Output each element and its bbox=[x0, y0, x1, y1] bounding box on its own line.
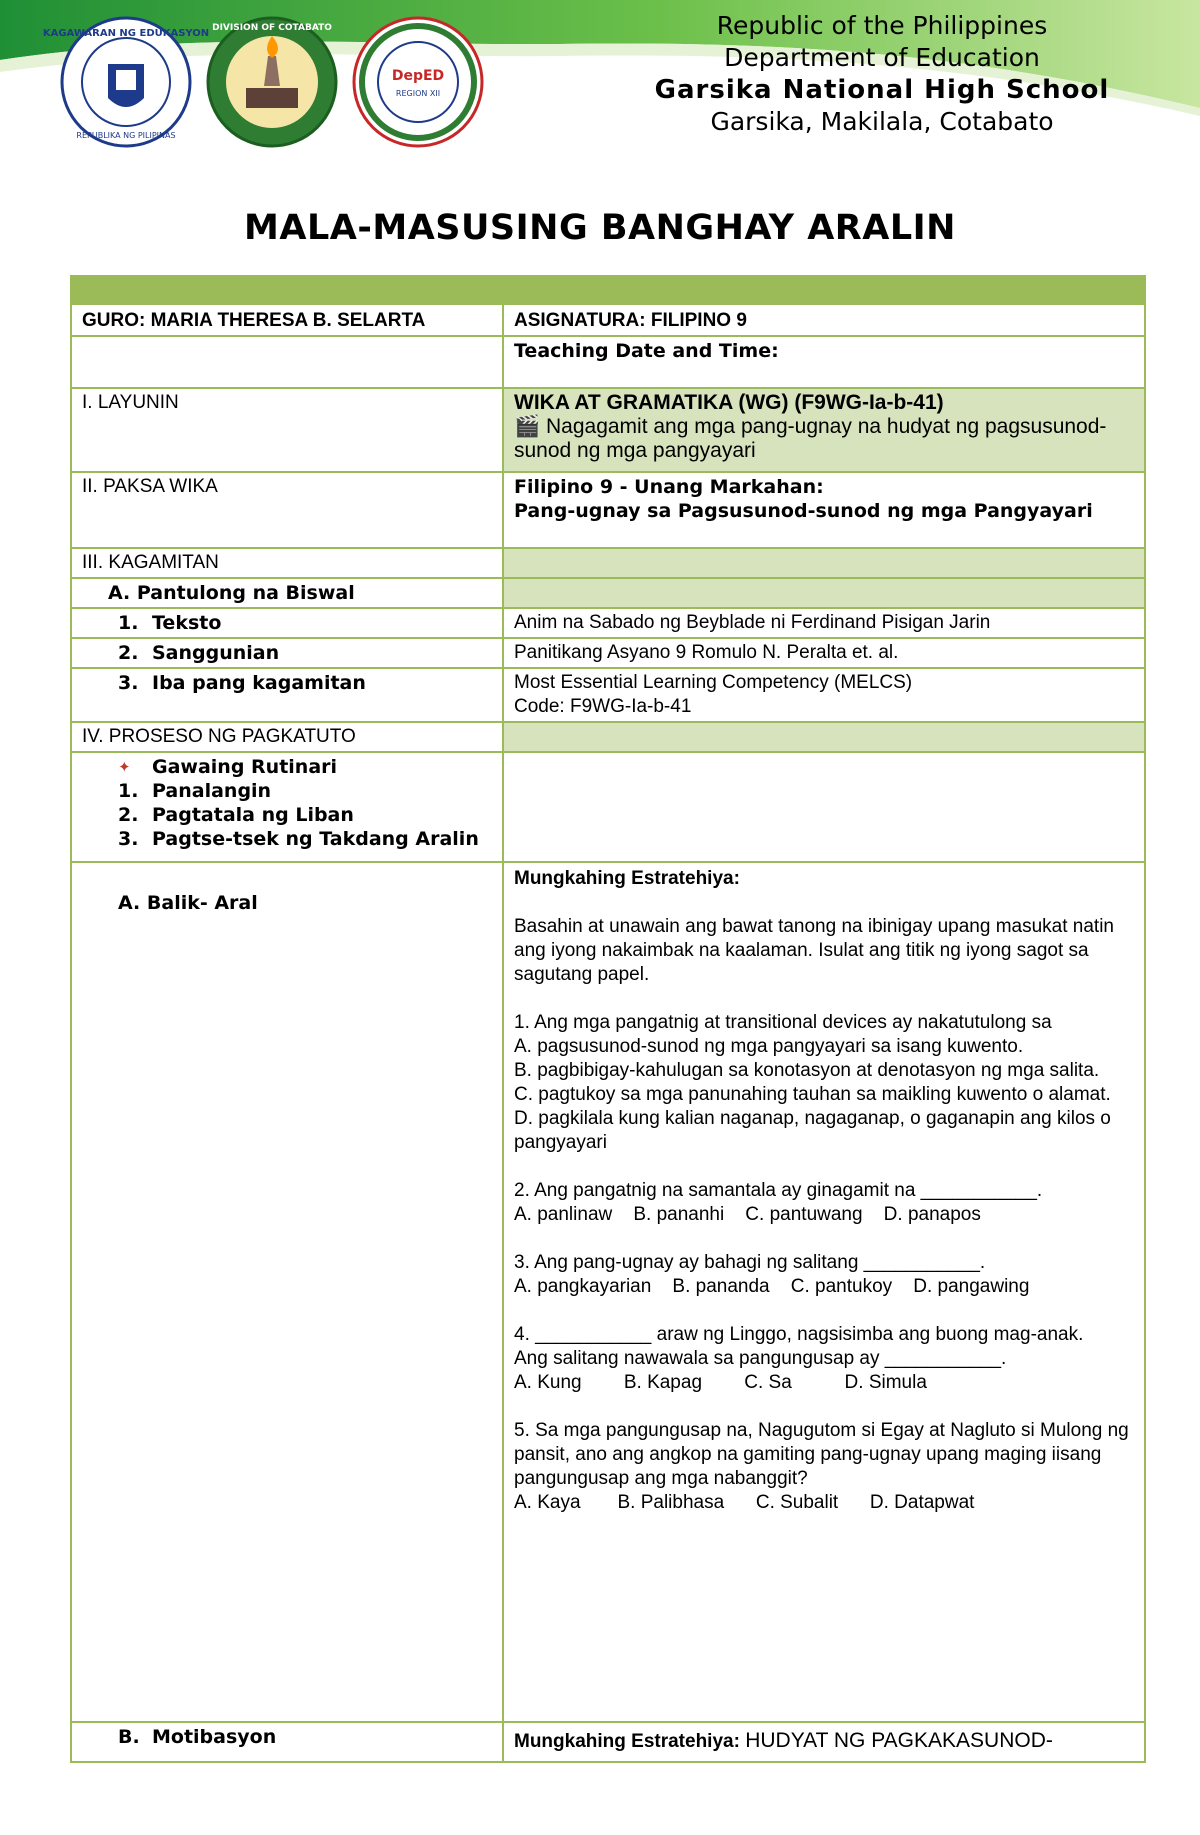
sanggunian-num: 2. bbox=[118, 642, 139, 664]
gawain-num-2: 2. bbox=[118, 804, 139, 826]
school-seal-icon bbox=[352, 16, 484, 148]
proseso-row bbox=[71, 722, 1145, 752]
clapperboard-icon: 🎬 bbox=[514, 415, 541, 438]
four-point-star-icon: ✦ bbox=[118, 758, 131, 776]
motibasyon-tail: HUDYAT NG PAGKAKASUNOD- bbox=[745, 1729, 1053, 1752]
iba-num: 3. bbox=[118, 672, 139, 694]
document-title: MALA-MASUSING BANGHAY ARALIN bbox=[244, 208, 956, 248]
paksa-row bbox=[71, 472, 1145, 548]
deped-seal-icon bbox=[42, 16, 210, 148]
teksto-value: Anim na Sabado ng Beyblade ni Ferdinand Pisigan Jarin bbox=[503, 608, 1145, 638]
sanggunian-row bbox=[71, 638, 1145, 668]
svg-text:REGION XII: REGION XII bbox=[395, 89, 441, 98]
paksa-cell bbox=[503, 472, 1145, 548]
layunin-label: I. LAYUNIN bbox=[71, 388, 503, 472]
proseso-label: IV. PROSESO NG PAGKATUTO bbox=[71, 722, 503, 752]
balik-aral-strategy: Mungkahing Estratehiya: bbox=[514, 868, 740, 889]
kagamitan-label: III. KAGAMITAN bbox=[71, 548, 503, 578]
gawain-label: Gawaing Rutinari bbox=[152, 756, 338, 778]
school-address: Garsika, Makilala, Cotabato bbox=[710, 107, 1054, 136]
layunin-cell bbox=[503, 388, 1145, 472]
paksa-line-2: Pang-ugnay sa Pagsusunod-sunod ng mga Pangyayari bbox=[514, 500, 1093, 522]
balik-aral-row bbox=[71, 862, 1145, 1722]
iba-value: Most Essential Learning Competency (MELCS) Code: F9WG-Ia-b-41 bbox=[503, 668, 1145, 722]
balik-aral-label: A. Balik- Aral bbox=[118, 892, 258, 914]
gawain-item-2: Pagtatala ng Liban bbox=[152, 804, 354, 826]
gawain-item-1: Panalangin bbox=[152, 780, 272, 802]
motibasyon-cell bbox=[503, 1722, 1145, 1762]
table-header-bar bbox=[71, 276, 1145, 304]
svg-text:DepED: DepED bbox=[391, 68, 445, 84]
republic-line: Republic of the Philippines bbox=[716, 11, 1048, 40]
svg-text:KAGAWARAN NG EDUKASYON: KAGAWARAN NG EDUKASYON bbox=[42, 28, 210, 39]
teksto-label: Teksto bbox=[152, 612, 222, 634]
gawain-item-3: Pagtse-tsek ng Takdang Aralin bbox=[152, 828, 479, 850]
svg-text:REPUBLIKA NG PILIPINAS: REPUBLIKA NG PILIPINAS bbox=[76, 131, 176, 140]
school-name: Garsika National High School bbox=[654, 75, 1110, 105]
motibasyon-label: Motibasyon bbox=[152, 1726, 277, 1748]
sanggunian-value: Panitikang Asyano 9 Romulo N. Peralta et. al. bbox=[503, 638, 1145, 668]
gawain-cell bbox=[71, 752, 503, 862]
paksa-label: II. PAKSA WIKA bbox=[71, 472, 503, 548]
teacher-cell: GURO: MARIA THERESA B. SELARTA bbox=[71, 304, 503, 336]
layunin-body bbox=[514, 415, 1134, 463]
iba-pang-kagamitan-row bbox=[71, 668, 1145, 722]
gawain-num-3: 3. bbox=[118, 828, 139, 850]
kagamitan-row bbox=[71, 548, 1145, 578]
sanggunian-label: Sanggunian bbox=[152, 642, 280, 664]
lesson-plan-table bbox=[70, 275, 1146, 1763]
layunin-text: Nagagamit ang mga pang-ugnay na hudyat ng pagsusunod-sunod ng mga pangyayari bbox=[514, 415, 1107, 462]
letterhead bbox=[0, 0, 1200, 160]
pantulong-text: A. Pantulong na Biswal bbox=[108, 582, 355, 604]
gawain-num-1: 1. bbox=[118, 780, 139, 802]
layunin-row bbox=[71, 388, 1145, 472]
layunin-heading: WIKA AT GRAMATIKA (WG) (F9WG-Ia-b-41) bbox=[514, 391, 944, 414]
pantulong-row bbox=[71, 578, 1145, 608]
gawain-row bbox=[71, 752, 1145, 862]
balik-aral-questions: Basahin at unawain ang bawat tanong na ibinigay upang masukat natin ang iyong nakaimbak na kaalaman. Isulat ang titik ng iyong sagot sa sagutang papel. 1. Ang mga pangatnig at transitional devices ay nakatutulong sa A. pagsusunod-sunod ng mga pangyayari sa isang kuwento. B. pagbibigay-kahulugan sa konotasyon at denotasyon ng mga salita. C. pagtukoy sa mga panunahing tauhan sa maikling kuwento o alamat. D. pagkilala kung kalian naganap, nagaganap, o gaganapin ang kilos o pangyayari 2. Ang pangatnig na samantala ay ginagamit na ___________. A. panlinaw B. pananhi C. pantuwang D. panapos 3. Ang pang-ugnay ay bahagi ng salitang ___________. A. pangkayarian B. pananda C. pantukoy D. pangawing 4. ___________ araw ng Linggo, nagsisimba ang buong mag-anak. Ang salitang nawawala sa pangungusap ay ___________. A. Kung B. Kapag C. Sa D. Simula 5. Sa mga pangungusap na, Nagugutom si Egay at Nagluto si Mulong ng pansit, ano ang angkop na gamiting pang-ugnay upang maging iisang pangungusap ang mga nabanggit? A. Kaya B. Palibhasa C. Subalit D. Datapwat bbox=[514, 916, 1129, 1513]
motibasyon-num: B. bbox=[118, 1726, 140, 1748]
iba-label: Iba pang kagamitan bbox=[152, 672, 366, 694]
department-line: Department of Education bbox=[724, 43, 1040, 72]
paksa-line-1: Filipino 9 - Unang Markahan: bbox=[514, 476, 824, 498]
pantulong-label bbox=[71, 578, 503, 608]
teacher-row bbox=[71, 304, 1145, 336]
teaching-date-row bbox=[71, 336, 1145, 388]
svg-text:DIVISION OF COTABATO: DIVISION OF COTABATO bbox=[212, 23, 332, 33]
school-info bbox=[652, 10, 1112, 138]
division-seal-icon bbox=[206, 16, 338, 148]
subject-cell: ASIGNATURA: FILIPINO 9 bbox=[503, 304, 1145, 336]
balik-aral-cell bbox=[503, 862, 1145, 1722]
motibasyon-row bbox=[71, 1722, 1145, 1762]
teaching-date-label: Teaching Date and Time: bbox=[503, 336, 1145, 388]
teksto-num: 1. bbox=[118, 612, 139, 634]
motibasyon-strategy: Mungkahing Estratehiya: bbox=[514, 1731, 740, 1752]
teksto-row bbox=[71, 608, 1145, 638]
